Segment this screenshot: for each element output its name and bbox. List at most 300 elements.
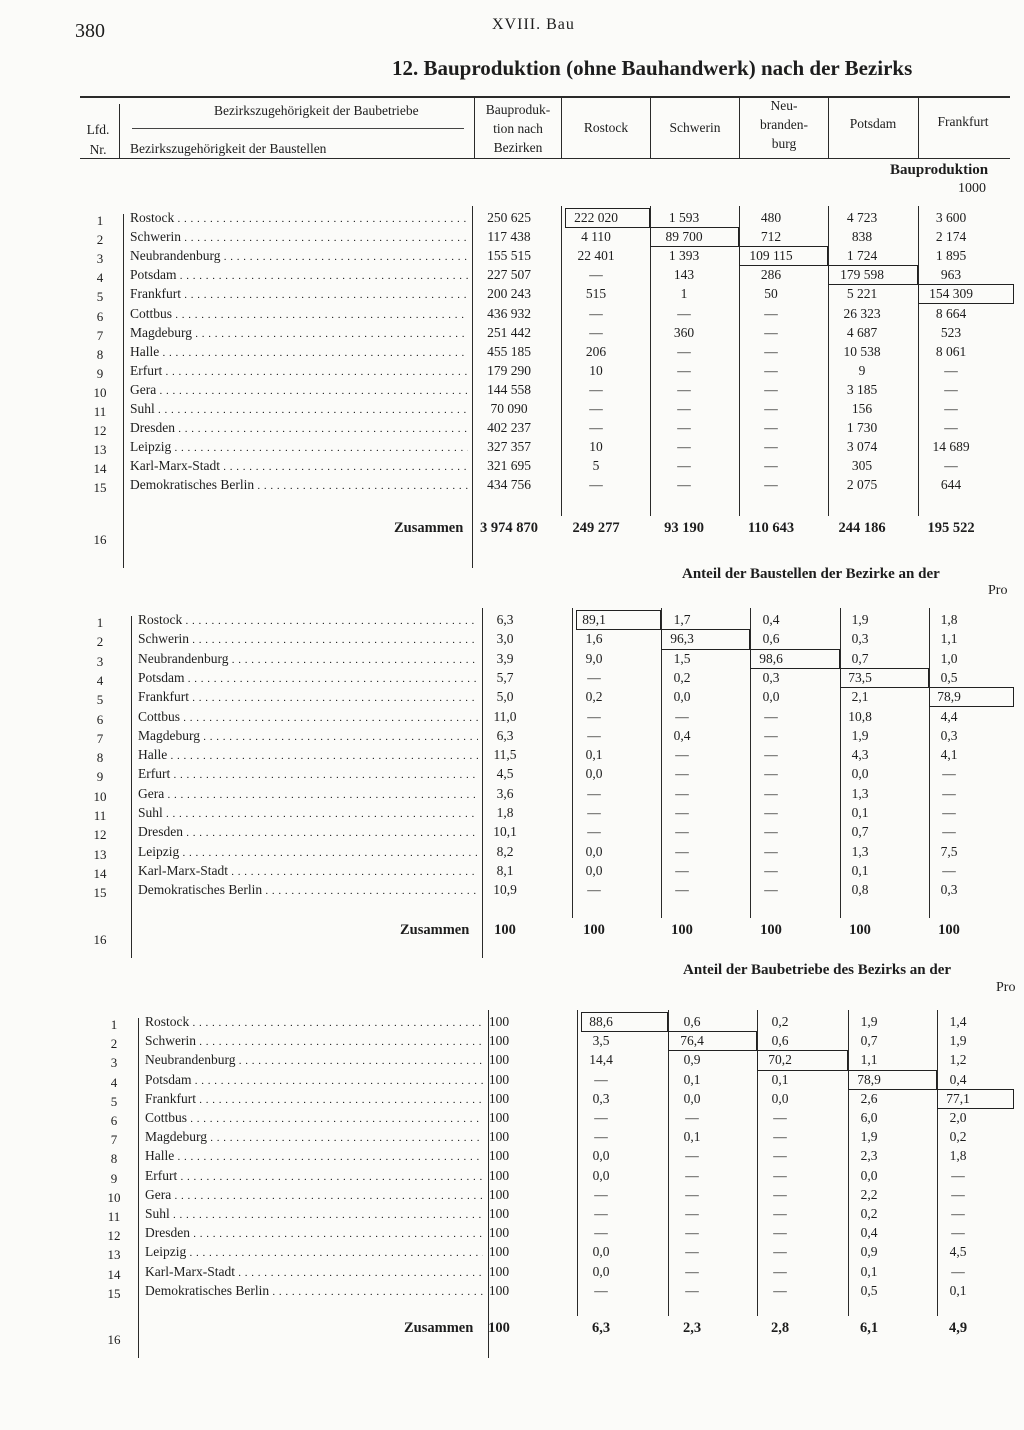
value-cell: — [773, 1129, 787, 1145]
row-total-cell: 3,9 [496, 650, 514, 666]
value-cell: 26 323 [843, 305, 881, 321]
value-cell: — [942, 805, 956, 820]
district-name [130, 420, 468, 436]
diagonal-highlight-box [650, 227, 739, 247]
row-total-cell: 251 442 [487, 324, 531, 340]
value-cell: — [764, 305, 778, 321]
table-row [0, 1110, 1024, 1129]
value-cell: 4 687 [846, 324, 878, 340]
value-cell: 0,8 [851, 882, 869, 898]
district-name [138, 766, 478, 782]
value-cell: 1 393 [668, 248, 700, 264]
table-row [0, 1014, 1024, 1033]
row-number: 6 [96, 711, 104, 727]
row-total-cell: 6,3 [496, 727, 514, 743]
district-name [138, 709, 478, 725]
value-cell: 1,1 [860, 1052, 878, 1068]
value-cell: 0,7 [860, 1033, 878, 1049]
table-row [0, 286, 1024, 305]
value-cell: — [594, 1206, 608, 1221]
row-number: 9 [110, 1170, 118, 1186]
total-cell: 2,8 [770, 1320, 790, 1336]
value-cell: — [677, 439, 691, 455]
total-cell: 93 190 [664, 520, 704, 536]
value-cell: 0,2 [771, 1014, 789, 1029]
value-cell: 4,5 [949, 1244, 967, 1260]
value-cell: 14,4 [589, 1052, 613, 1068]
row-total-cell: 179 290 [487, 362, 531, 378]
district-label: Schwerin [138, 631, 189, 647]
table-row [0, 863, 1024, 882]
district-name [130, 401, 468, 417]
table-row [0, 709, 1024, 728]
value-cell: 0,4 [673, 727, 691, 743]
value-cell: 0,7 [851, 824, 869, 840]
value-cell: 14 689 [932, 439, 970, 455]
lfd-label: Lfd. [86, 122, 110, 137]
header-col-schwerin: Schwerin [669, 120, 721, 135]
district-name [145, 1264, 483, 1280]
value-cell: — [773, 1282, 787, 1298]
value-cell: 0,0 [762, 689, 780, 705]
table-row [0, 1129, 1024, 1148]
row-number: 15 [93, 480, 107, 496]
table-row [0, 229, 1024, 248]
value-cell: — [951, 1263, 965, 1279]
value-cell: — [764, 458, 778, 474]
value-cell: — [764, 420, 778, 436]
value-cell: — [675, 862, 689, 878]
value-cell: — [773, 1167, 787, 1183]
district-label: Leipzig [130, 439, 172, 455]
value-cell: — [764, 362, 778, 378]
row-total-cell: 144 558 [487, 381, 531, 397]
value-cell: — [773, 1186, 787, 1202]
value-cell: — [685, 1167, 699, 1183]
value-cell: 0,0 [592, 1167, 610, 1183]
value-cell: 515 [585, 286, 607, 302]
value-cell: — [594, 1129, 608, 1145]
district-label: Karl-Marx-Stadt [145, 1263, 235, 1279]
total-cell: 3 974 870 [480, 520, 538, 536]
table-row [0, 786, 1024, 805]
row-number: 8 [96, 346, 104, 362]
value-cell: 0,4 [860, 1225, 878, 1241]
value-cell: 0,0 [673, 689, 691, 705]
row-total-cell: 70 090 [490, 401, 528, 416]
row-number: 14 [93, 865, 107, 881]
total-label: Zusammen [404, 1320, 474, 1336]
value-cell: — [675, 747, 689, 763]
district-name [138, 863, 478, 879]
row-total-cell: 4,5 [496, 766, 514, 782]
row-number: 9 [96, 365, 104, 381]
value-cell: 1,9 [949, 1033, 967, 1049]
total-cell: 6,3 [591, 1320, 611, 1336]
value-cell: — [951, 1186, 965, 1202]
value-cell: — [773, 1263, 787, 1279]
table-row [0, 612, 1024, 631]
row-total-cell: 10,1 [493, 824, 517, 840]
district-label: Halle [130, 343, 160, 359]
district-label: Cottbus [145, 1110, 188, 1125]
district-label: Cottbus [130, 305, 173, 321]
row-total-cell: 5,7 [496, 669, 514, 685]
row-number: 14 [93, 461, 107, 477]
value-cell: 88,6 [589, 1014, 613, 1029]
row-number: 16 [93, 932, 107, 947]
table-row [0, 477, 1024, 496]
value-cell: 50 [764, 286, 778, 302]
value-cell: — [942, 824, 956, 840]
district-name [130, 286, 468, 302]
value-cell: 10 538 [843, 343, 881, 359]
value-cell: — [675, 708, 689, 724]
value-cell: — [677, 362, 691, 378]
value-cell: 2 075 [846, 477, 878, 493]
header-top-rule [80, 96, 1010, 98]
value-cell: — [675, 824, 689, 840]
district-label: Potsdam [145, 1071, 192, 1087]
value-cell: — [589, 305, 603, 321]
row-total-cell: 100 [488, 1014, 510, 1029]
value-cell: 2 174 [935, 229, 967, 245]
value-cell: 3 600 [935, 210, 967, 225]
table-row [0, 689, 1024, 708]
district-label: Cottbus [138, 708, 181, 724]
row-total-cell: 100 [488, 1071, 510, 1087]
value-cell: 0,1 [860, 1263, 878, 1279]
value-cell: — [773, 1244, 787, 1260]
header-total-line: Bezirken [493, 140, 543, 155]
district-name [145, 1148, 483, 1164]
value-cell: 1 730 [846, 420, 878, 436]
row-total-cell: 100 [488, 1090, 510, 1106]
value-cell: 0,0 [683, 1090, 701, 1106]
value-cell: 10,8 [848, 708, 872, 724]
value-cell: — [594, 1225, 608, 1241]
table-row [0, 1091, 1024, 1110]
row-number: 14 [107, 1266, 121, 1282]
value-cell: 1,9 [851, 612, 869, 627]
row-number: 12 [107, 1228, 121, 1244]
value-cell: 206 [585, 343, 607, 359]
value-cell: 8 061 [935, 343, 967, 359]
value-cell: 179 598 [840, 267, 884, 283]
value-cell: — [677, 477, 691, 493]
row-number: 16 [107, 1332, 121, 1347]
value-cell: — [675, 805, 689, 820]
district-name [145, 1244, 483, 1260]
diagonal-highlight-box [840, 668, 929, 688]
table-row [0, 1264, 1024, 1283]
value-cell: 1,9 [860, 1014, 878, 1029]
value-cell: 480 [760, 210, 782, 225]
row-total-cell: 100 [488, 1167, 510, 1183]
value-cell: — [685, 1282, 699, 1298]
district-name [138, 689, 478, 705]
row-number: 5 [110, 1093, 118, 1109]
total-cell: 100 [488, 1320, 510, 1336]
diagonal-highlight-box [750, 649, 840, 669]
total-cell: 6,1 [859, 1320, 879, 1336]
header-col-line: branden- [760, 117, 808, 132]
district-label: Gera [145, 1186, 172, 1202]
value-cell: 1,5 [673, 650, 691, 666]
district-label: Frankfurt [138, 689, 189, 705]
row-number: 2 [96, 634, 104, 650]
district-label: Frankfurt [145, 1090, 196, 1106]
value-cell: — [951, 1225, 965, 1241]
value-cell: 4,3 [851, 747, 869, 763]
row-number: 4 [110, 1074, 118, 1090]
row-total-cell: 250 625 [487, 210, 531, 225]
section-2-title: Anteil der Baustellen der Bezirke an der [682, 566, 940, 582]
value-cell: — [764, 439, 778, 455]
value-cell: 0,0 [592, 1148, 610, 1164]
value-cell: 2,2 [860, 1186, 878, 1202]
value-cell: 4 723 [846, 210, 878, 225]
value-cell: — [587, 708, 601, 724]
value-cell: — [587, 669, 601, 685]
value-cell: 360 [673, 324, 695, 340]
district-label: Demokratisches Berlin [130, 477, 255, 493]
row-total-cell: 200 243 [487, 286, 531, 302]
diagonal-highlight-box [918, 284, 1014, 304]
district-name [130, 344, 468, 360]
value-cell: — [685, 1186, 699, 1202]
value-cell: — [677, 305, 691, 321]
value-cell: — [951, 1167, 965, 1183]
row-number: 10 [93, 384, 107, 400]
value-cell: 1,9 [851, 727, 869, 743]
header-col-neubrandenburg [740, 96, 828, 153]
row-total-cell: 10,9 [493, 882, 517, 898]
table-title: 12. Bauproduktion (ohne Bauhandwerk) nach der Bezirks [392, 56, 913, 80]
section-3-unit: Pro [996, 980, 1016, 995]
value-cell: — [587, 805, 601, 820]
table-row [0, 401, 1024, 420]
header-col-potsdam: Potsdam [849, 116, 897, 131]
value-cell: 0,6 [683, 1014, 701, 1029]
row-total-cell: 3,0 [496, 631, 514, 647]
value-cell: 2,1 [851, 689, 869, 705]
value-cell: 2,3 [860, 1148, 878, 1164]
value-cell: 78,9 [937, 689, 961, 705]
table-row [0, 325, 1024, 344]
row-number: 4 [96, 270, 104, 286]
table-row [0, 1225, 1024, 1244]
row-number: 9 [96, 769, 104, 785]
row-number: 1 [96, 213, 104, 228]
row-number: 6 [110, 1113, 118, 1128]
value-cell: 1,8 [940, 612, 958, 627]
value-cell: 1 593 [668, 210, 700, 225]
row-number: 7 [96, 327, 104, 343]
row-total-cell: 321 695 [487, 458, 531, 474]
district-name [145, 1033, 483, 1049]
value-cell: — [764, 708, 778, 724]
row-number: 1 [96, 615, 104, 630]
row-number: 3 [110, 1055, 118, 1071]
value-cell: 0,3 [592, 1090, 610, 1106]
value-cell: 22 401 [577, 248, 615, 264]
district-label: Suhl [145, 1206, 170, 1221]
value-cell: — [589, 324, 603, 340]
value-cell: — [764, 843, 778, 859]
row-number: 13 [107, 1247, 121, 1263]
district-label: Halle [145, 1148, 175, 1164]
district-name [138, 824, 478, 840]
total-cell: 4,9 [948, 1320, 968, 1336]
table-row [0, 1283, 1024, 1302]
table-row [0, 747, 1024, 766]
value-cell: 1,1 [940, 631, 958, 647]
value-cell: 0,2 [949, 1129, 967, 1145]
value-cell: 2,6 [860, 1090, 878, 1106]
row-total-cell: 100 [488, 1033, 510, 1049]
value-cell: — [944, 362, 958, 378]
value-cell: 1,9 [860, 1129, 878, 1145]
row-total-cell: 3,6 [496, 785, 514, 801]
value-cell: — [594, 1186, 608, 1202]
diagonal-highlight-box [739, 246, 828, 266]
value-cell: 8 664 [935, 305, 967, 321]
district-name [138, 728, 478, 744]
value-cell: — [675, 882, 689, 898]
value-cell: 0,3 [762, 669, 780, 685]
total-cell: 100 [849, 922, 871, 938]
district-name [138, 882, 478, 898]
value-cell: — [944, 458, 958, 474]
table-row [0, 344, 1024, 363]
header-col-line: burg [771, 136, 797, 151]
row-total-cell: 6,3 [496, 612, 514, 627]
value-cell: 3 185 [846, 381, 878, 397]
nr-label: Nr. [89, 142, 107, 157]
header-col-line: Neu- [770, 98, 798, 113]
district-name [130, 477, 468, 493]
header-divider [474, 98, 475, 158]
total-cell: 100 [938, 922, 960, 938]
row-total-cell: 8,1 [496, 862, 514, 878]
value-cell: 9,0 [585, 650, 603, 666]
row-total-cell: 100 [488, 1186, 510, 1202]
row-number: 15 [107, 1285, 121, 1301]
value-cell: — [944, 401, 958, 416]
row-number: 1 [110, 1017, 118, 1032]
value-cell: 963 [940, 267, 962, 283]
value-cell: 0,7 [851, 650, 869, 666]
total-label: Zusammen [394, 520, 464, 536]
total-cell: 100 [760, 922, 782, 938]
value-cell: 0,1 [851, 805, 869, 820]
value-cell: — [685, 1206, 699, 1221]
value-cell: 1,4 [949, 1014, 967, 1029]
row-number: 13 [93, 846, 107, 862]
table-row [0, 1244, 1024, 1263]
row-total-cell: 100 [488, 1282, 510, 1298]
row-total-cell: 117 438 [487, 229, 531, 245]
district-label: Halle [138, 747, 168, 763]
value-cell: 1,7 [673, 612, 691, 627]
value-cell: 77,1 [946, 1090, 970, 1106]
header-col-rostock: Rostock [583, 120, 629, 135]
table-row [0, 631, 1024, 650]
value-cell: 4,4 [940, 708, 958, 724]
district-label: Leipzig [138, 843, 180, 859]
value-cell: 73,5 [848, 669, 872, 685]
district-name [130, 382, 468, 398]
diagonal-highlight-box [661, 629, 750, 649]
diagonal-highlight-box [848, 1070, 937, 1090]
value-cell: — [587, 727, 601, 743]
diagonal-highlight-box [581, 1012, 668, 1032]
value-cell: — [587, 882, 601, 898]
district-label: Frankfurt [130, 286, 181, 302]
district-label: Erfurt [138, 766, 171, 782]
row-total-cell: 11,5 [493, 747, 517, 763]
value-cell: 0,0 [585, 843, 603, 859]
row-number: 8 [110, 1151, 118, 1167]
value-cell: 9 [858, 362, 866, 378]
district-name [138, 631, 478, 647]
value-cell: 1,3 [851, 843, 869, 859]
value-cell: 4,1 [940, 747, 958, 763]
total-cell: 110 643 [747, 520, 795, 536]
value-cell: — [589, 267, 603, 283]
value-cell: 0,4 [762, 612, 780, 627]
district-label: Karl-Marx-Stadt [130, 458, 220, 474]
row-number: 3 [96, 251, 104, 267]
value-cell: 712 [760, 229, 782, 245]
value-cell: — [764, 824, 778, 840]
district-name [138, 612, 478, 628]
row-number: 12 [93, 423, 107, 439]
district-label: Magdeburg [138, 727, 200, 743]
value-cell: 1,3 [851, 785, 869, 801]
district-label: Magdeburg [130, 324, 192, 340]
table-row [0, 766, 1024, 785]
value-cell: 0,9 [860, 1244, 878, 1260]
district-label: Rostock [138, 612, 183, 627]
district-name [138, 651, 478, 667]
value-cell: — [764, 805, 778, 820]
value-cell: — [764, 381, 778, 397]
value-cell: — [594, 1282, 608, 1298]
row-number: 5 [96, 289, 104, 305]
value-cell: 154 309 [929, 286, 973, 302]
district-name [138, 786, 478, 802]
value-cell: 6,0 [860, 1110, 878, 1125]
row-number: 2 [110, 1036, 118, 1052]
value-cell: — [764, 785, 778, 801]
header-col-frankfurt: Frankfurt [937, 114, 989, 129]
value-cell: — [594, 1110, 608, 1125]
district-label: Neubrandenburg [130, 248, 221, 264]
value-cell: — [594, 1071, 608, 1087]
district-label: Neubrandenburg [138, 650, 229, 666]
header-row-label-top: Bezirkszugehörigkeit der Baubetriebe [214, 103, 419, 118]
value-cell: — [764, 747, 778, 763]
diagonal-highlight-box [929, 687, 1014, 707]
value-cell: — [589, 420, 603, 436]
district-name [145, 1072, 483, 1088]
header-diagonal-rule [132, 128, 464, 129]
row-total-cell: 100 [488, 1206, 510, 1221]
diagonal-highlight-box [565, 208, 650, 228]
district-name [130, 267, 468, 283]
